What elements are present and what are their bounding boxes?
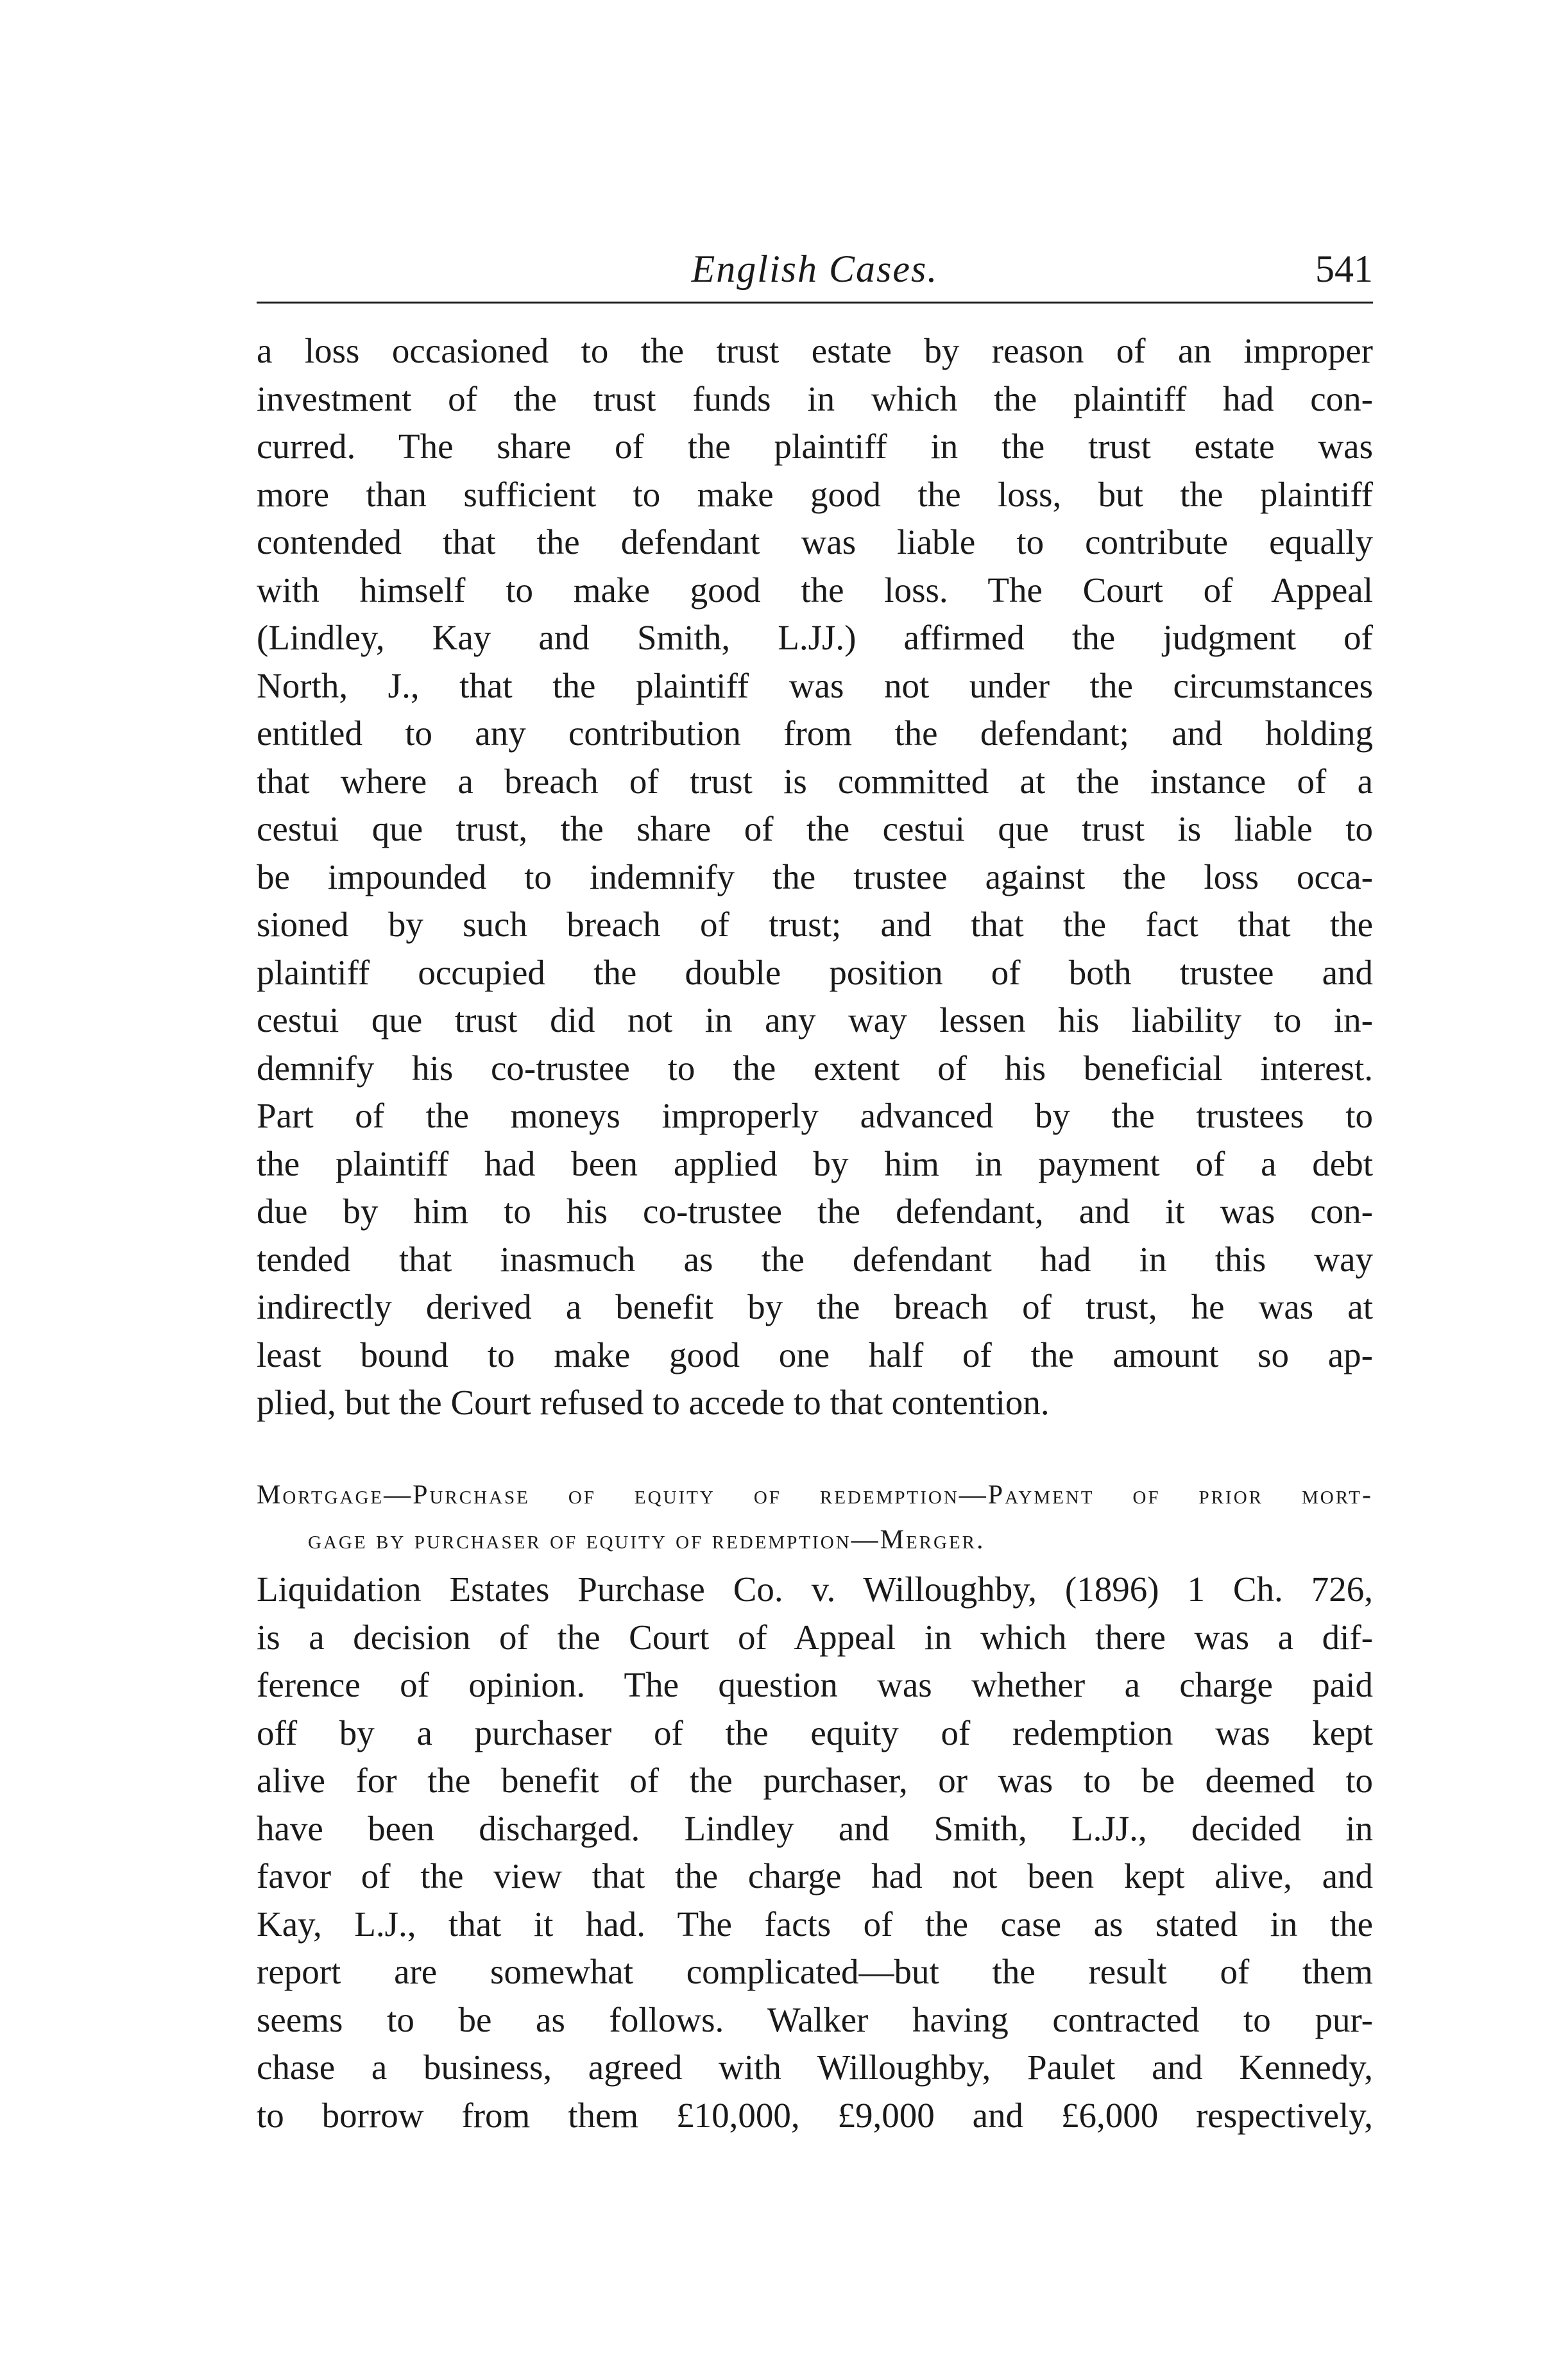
- text-line: (Lindley, Kay and Smith, L.JJ.) affirmed the judgment of: [257, 618, 1373, 657]
- section-heading-line: gage by purchaser of equity of redemption—Merger.: [308, 1525, 985, 1555]
- running-title: English Cases.: [691, 248, 939, 290]
- text-line: seems to be as follows. Walker having contracted to pur-: [257, 1999, 1373, 2039]
- text-line: curred. The share of the plaintiff in the trust estate was: [257, 427, 1373, 466]
- text-line: tended that inasmuch as the defendant had in this way: [257, 1239, 1373, 1279]
- text-line: investment of the trust funds in which the plaintiff had con-: [257, 379, 1373, 418]
- text-line: to borrow from them £10,000, £9,000 and £6,000 respectively,: [257, 2095, 1373, 2135]
- text-line: report are somewhat complicated—but the result of them: [257, 1952, 1373, 1991]
- text-line: North, J., that the plaintiff was not under the circumstances: [257, 665, 1373, 705]
- text-line: Kay, L.J., that it had. The facts of the case as stated in the: [257, 1904, 1373, 1944]
- text-line: sioned by such breach of trust; and that the fact that the: [257, 905, 1373, 944]
- text-line: have been discharged. Lindley and Smith, L.JJ., decided in: [257, 1808, 1373, 1848]
- text-line: Liquidation Estates Purchase Co. v. Willoughby, (1896) 1 Ch. 726,: [257, 1570, 1373, 1609]
- text-line: plied, but the Court refused to accede to that contention.: [257, 1383, 1050, 1422]
- running-head: [257, 247, 1373, 298]
- text-line: contended that the defendant was liable to contribute equally: [257, 522, 1373, 561]
- text-line: with himself to make good the loss. The Court of Appeal: [257, 570, 1373, 610]
- paragraph-2: [257, 1566, 1373, 2139]
- text-line: least bound to make good one half of the amount so ap-: [257, 1335, 1373, 1374]
- text-line: is a decision of the Court of Appeal in which there was a dif-: [257, 1617, 1373, 1657]
- text-line: more than sufficient to make good the loss, but the plaintiff: [257, 474, 1373, 514]
- paragraph-1: [257, 327, 1373, 1427]
- text-line: off by a purchaser of the equity of redemption was kept: [257, 1713, 1373, 1752]
- text-line: entitled to any contribution from the defendant; and holding: [257, 714, 1373, 753]
- section-heading: [257, 1473, 1373, 1562]
- text-line: be impounded to indemnify the trustee against the loss occa-: [257, 857, 1373, 896]
- text-line: due by him to his co-trustee the defendant, and it was con-: [257, 1192, 1373, 1231]
- text-line: Part of the moneys improperly advanced by the trustees to: [257, 1096, 1373, 1135]
- text-line: cestui que trust did not in any way lessen his liability to in-: [257, 1000, 1373, 1040]
- page-number: 541: [1315, 248, 1373, 290]
- text-line: alive for the benefit of the purchaser, or was to be deemed to: [257, 1761, 1373, 1800]
- text-line: chase a business, agreed with Willoughby, Paulet and Kennedy,: [257, 2048, 1373, 2087]
- text-line: demnify his co-trustee to the extent of his beneficial interest.: [257, 1048, 1373, 1088]
- text-line: plaintiff occupied the double position of both trustee and: [257, 952, 1373, 992]
- text-line: the plaintiff had been applied by him in payment of a debt: [257, 1143, 1373, 1183]
- text-line: a loss occasioned to the trust estate by reason of an improper: [257, 331, 1373, 370]
- text-line: favor of the view that the charge had not been kept alive, and: [257, 1856, 1373, 1896]
- header-rule: [257, 302, 1373, 304]
- text-line: ference of opinion. The question was whether a charge paid: [257, 1665, 1373, 1704]
- text-line: cestui que trust, the share of the cestui que trust is liable to: [257, 809, 1373, 848]
- text-line: that where a breach of trust is committed at the instance of a: [257, 761, 1373, 801]
- section-heading-line: Mortgage—Purchase of equity of redemption—Payment of prior mort-: [257, 1480, 1373, 1510]
- text-line: indirectly derived a benefit by the breach of trust, he was at: [257, 1287, 1373, 1326]
